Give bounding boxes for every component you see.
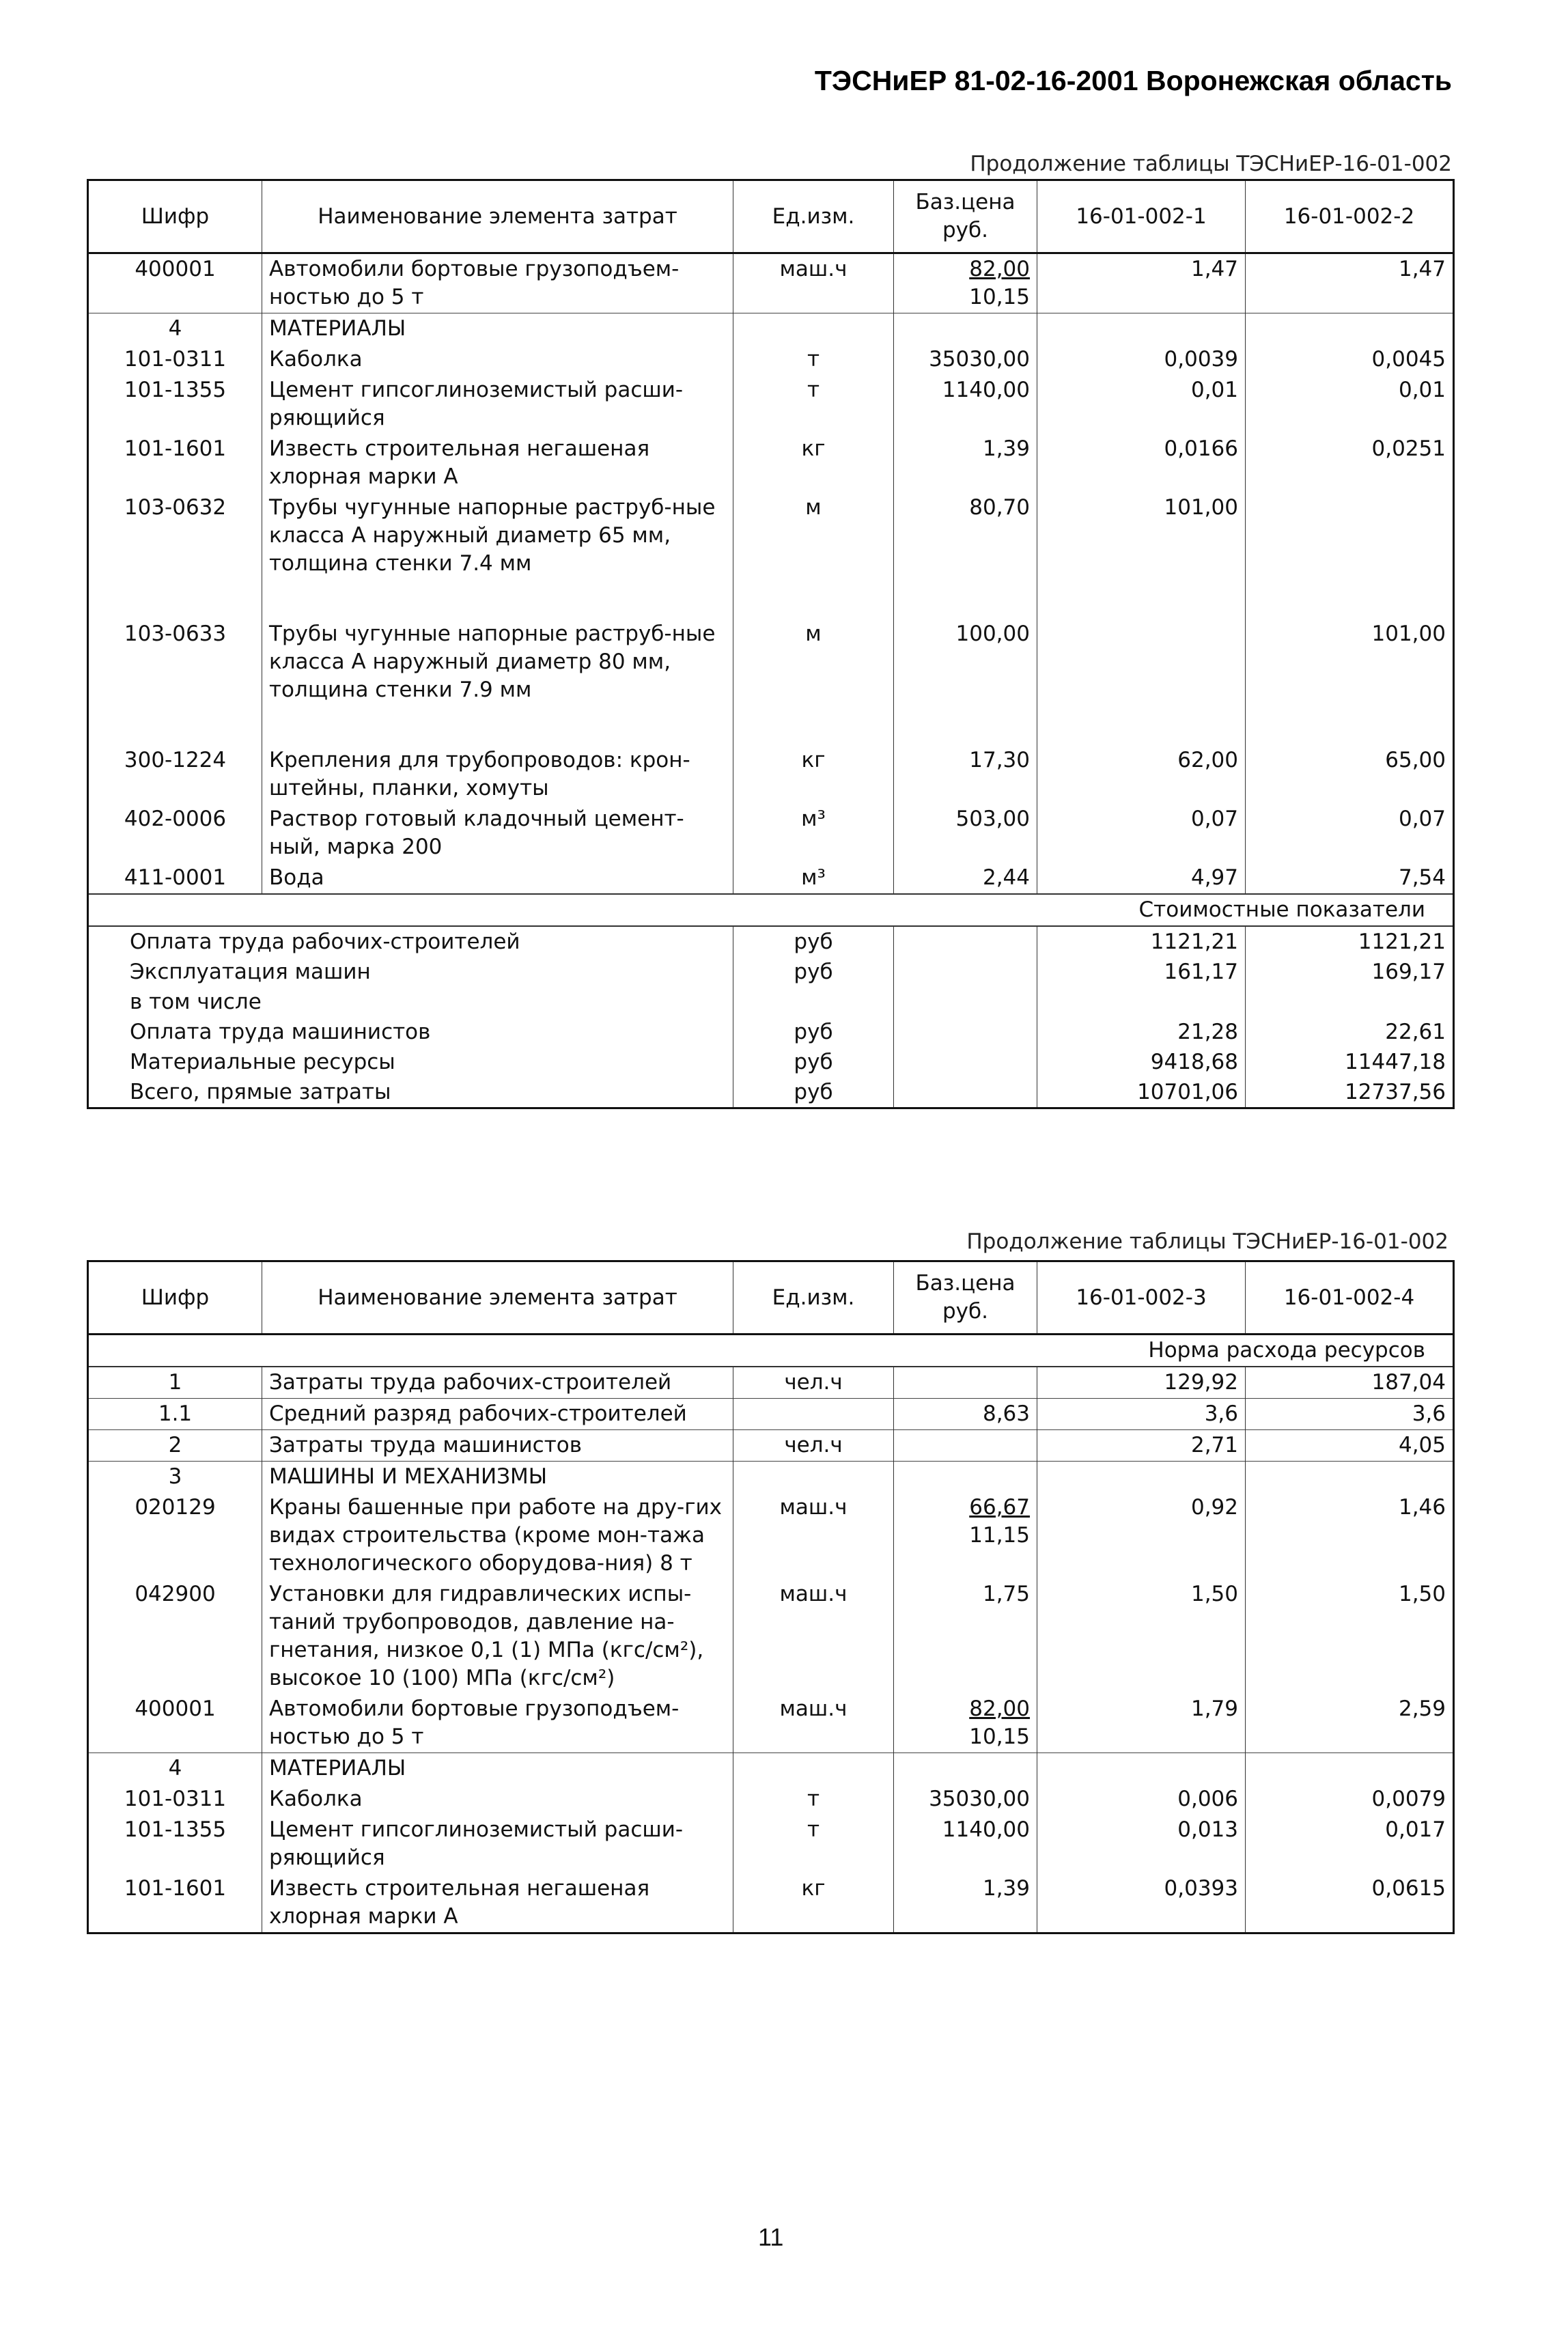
table2-continuation-caption: Продолжение таблицы ТЭСНиЕР-16-01-002 bbox=[966, 1229, 1448, 1254]
row-unit: м³ bbox=[733, 863, 894, 894]
row-name: Краны башенные при работе на дру-гих видах строительства (кроме мон-тажа технологического оборудова-ния) 8 т bbox=[262, 1492, 733, 1579]
table-row bbox=[88, 619, 1454, 745]
row-code: 101-1601 bbox=[88, 434, 262, 492]
row-code: 042900 bbox=[88, 1579, 262, 1694]
row-name: Цемент гипсоглиноземистый расши-ряющийся bbox=[262, 1815, 733, 1873]
row-value-1: 0,07 bbox=[1037, 804, 1246, 863]
row-unit: чел.ч bbox=[733, 1430, 894, 1462]
col-header-price: Баз.цена руб. bbox=[894, 1261, 1037, 1335]
row-value-2: 65,00 bbox=[1246, 745, 1454, 804]
table-row bbox=[88, 1815, 1454, 1873]
row-value-1: 3,6 bbox=[1037, 1399, 1246, 1430]
section-code: 4 bbox=[88, 1753, 262, 1785]
row-name: Установки для гидравлических испы-таний трубопроводов, давление на-гнетания, низкое 0,1 (1) МПа (кгс/см²), высокое 10 (100) МПа (кгс/см²) bbox=[262, 1579, 733, 1694]
table-row bbox=[88, 745, 1454, 804]
row-unit: м bbox=[733, 492, 894, 619]
row-price: 17,30 bbox=[894, 745, 1037, 804]
row-price bbox=[894, 1430, 1037, 1462]
row-unit: кг bbox=[733, 434, 894, 492]
row-price: 1,75 bbox=[894, 1579, 1037, 1694]
row-price: 35030,00 bbox=[894, 1784, 1037, 1815]
row-name: Затраты труда машинистов bbox=[262, 1430, 733, 1462]
row-value-1: 0,0039 bbox=[1037, 344, 1246, 375]
summary-row bbox=[88, 1047, 1454, 1077]
summary-unit: руб bbox=[733, 1077, 894, 1108]
table-row bbox=[88, 1399, 1454, 1430]
row-value-2: 1,50 bbox=[1246, 1579, 1454, 1694]
row-unit bbox=[733, 1399, 894, 1430]
cost-indicators-banner bbox=[88, 894, 1454, 926]
page-number: 11 bbox=[758, 2223, 784, 2251]
summary-row bbox=[88, 1017, 1454, 1047]
summary-label: Эксплуатация машин bbox=[88, 957, 733, 987]
row-unit: маш.ч bbox=[733, 1579, 894, 1694]
col-header-norm-2: 16-01-002-2 bbox=[1246, 180, 1454, 253]
table1-header-row bbox=[88, 180, 1454, 253]
col-header-norm-3: 16-01-002-3 bbox=[1037, 1261, 1246, 1335]
row-code: 101-1355 bbox=[88, 1815, 262, 1873]
price-secondary: 11,15 bbox=[969, 1523, 1030, 1548]
row-code: 101-1355 bbox=[88, 375, 262, 434]
row-value-2: 0,0079 bbox=[1246, 1784, 1454, 1815]
table-row bbox=[88, 253, 1454, 313]
col-header-norm-1: 16-01-002-1 bbox=[1037, 180, 1246, 253]
summary-value-2 bbox=[1246, 987, 1454, 1017]
section-code: 3 bbox=[88, 1462, 262, 1493]
summary-label: Материальные ресурсы bbox=[88, 1047, 733, 1077]
table-row bbox=[88, 375, 1454, 434]
table2-header-row bbox=[88, 1261, 1454, 1335]
table-row bbox=[88, 1492, 1454, 1579]
row-unit: маш.ч bbox=[733, 253, 894, 313]
banner-label: Норма расхода ресурсов bbox=[88, 1335, 1454, 1367]
row-value-2: 0,07 bbox=[1246, 804, 1454, 863]
row-unit: т bbox=[733, 1784, 894, 1815]
table-row bbox=[88, 344, 1454, 375]
summary-label: Оплата труда машинистов bbox=[88, 1017, 733, 1047]
row-value-2: 0,0045 bbox=[1246, 344, 1454, 375]
summary-label: в том числе bbox=[88, 987, 733, 1017]
row-name: Известь строительная негашеная хлорная марки А bbox=[262, 1873, 733, 1933]
section-row bbox=[88, 313, 1454, 345]
row-price bbox=[894, 1694, 1037, 1753]
document-title: ТЭСНиЕР 81-02-16-2001 Воронежская область bbox=[814, 65, 1452, 96]
row-unit: т bbox=[733, 344, 894, 375]
row-price: 1,39 bbox=[894, 434, 1037, 492]
section-title: МАТЕРИАЛЫ bbox=[262, 313, 733, 345]
row-value-2: 4,05 bbox=[1246, 1430, 1454, 1462]
summary-value-1: 21,28 bbox=[1037, 1017, 1246, 1047]
row-unit: маш.ч bbox=[733, 1492, 894, 1579]
summary-label: Оплата труда рабочих-строителей bbox=[88, 926, 733, 957]
row-name: Вода bbox=[262, 863, 733, 894]
summary-unit: руб bbox=[733, 957, 894, 987]
summary-value-1 bbox=[1037, 987, 1246, 1017]
row-unit: т bbox=[733, 1815, 894, 1873]
summary-unit: руб bbox=[733, 1047, 894, 1077]
row-price: 8,63 bbox=[894, 1399, 1037, 1430]
summary-value-1: 9418,68 bbox=[1037, 1047, 1246, 1077]
summary-value-2: 12737,56 bbox=[1345, 1080, 1446, 1104]
summary-value-1: 161,17 bbox=[1037, 957, 1246, 987]
resource-norm-banner bbox=[88, 1335, 1454, 1367]
row-price: 2,44 bbox=[894, 863, 1037, 894]
table-row bbox=[88, 1784, 1454, 1815]
summary-unit bbox=[733, 987, 894, 1017]
row-value-2: 2,59 bbox=[1246, 1694, 1454, 1753]
row-name: Автомобили бортовые грузоподъем-ностью до 5 т bbox=[262, 253, 733, 313]
resource-table-1 bbox=[87, 179, 1455, 1109]
table-row bbox=[88, 492, 1454, 619]
row-name: Крепления для трубопроводов: крон-штейны, планки, хомуты bbox=[262, 745, 733, 804]
row-unit: маш.ч bbox=[733, 1694, 894, 1753]
price-main: 82,00 bbox=[969, 1696, 1030, 1721]
table-row bbox=[88, 434, 1454, 492]
row-value-1: 1,79 bbox=[1037, 1694, 1246, 1753]
row-value-1: 0,0393 bbox=[1037, 1873, 1246, 1933]
summary-row bbox=[88, 987, 1454, 1017]
table-row bbox=[88, 863, 1454, 894]
row-price: 1,39 bbox=[894, 1873, 1037, 1933]
row-value-2 bbox=[1246, 492, 1454, 619]
table2-body bbox=[88, 1335, 1454, 1933]
row-price: 100,00 bbox=[894, 619, 1037, 745]
row-name: Трубы чугунные напорные раструб-ные класса А наружный диаметр 80 мм, толщина стенки 7.9 мм bbox=[262, 619, 733, 745]
summary-row bbox=[88, 1077, 1454, 1108]
summary-row bbox=[88, 957, 1454, 987]
row-value-2: 0,0615 bbox=[1246, 1873, 1454, 1933]
table-row bbox=[88, 1579, 1454, 1694]
row-unit: чел.ч bbox=[733, 1367, 894, 1399]
summary-value-1: 1121,21 bbox=[1037, 926, 1246, 957]
resource-table-2 bbox=[87, 1260, 1455, 1934]
col-header-code: Шифр bbox=[88, 180, 262, 253]
row-code: 411-0001 bbox=[88, 863, 262, 894]
col-header-name: Наименование элемента затрат bbox=[262, 1261, 733, 1335]
row-code: 101-0311 bbox=[88, 344, 262, 375]
table1-body bbox=[88, 253, 1454, 1108]
summary-unit: руб bbox=[733, 926, 894, 957]
row-unit: м bbox=[733, 619, 894, 745]
row-code: 400001 bbox=[88, 253, 262, 313]
row-unit: кг bbox=[733, 745, 894, 804]
row-price bbox=[894, 1492, 1037, 1579]
table-row bbox=[88, 1430, 1454, 1462]
col-header-unit: Ед.изм. bbox=[733, 180, 894, 253]
row-value-2: 3,6 bbox=[1246, 1399, 1454, 1430]
row-price bbox=[894, 253, 1037, 313]
row-value-2: 101,00 bbox=[1246, 619, 1454, 745]
row-code: 020129 bbox=[88, 1492, 262, 1579]
table-row bbox=[88, 1873, 1454, 1933]
section-title: МАШИНЫ И МЕХАНИЗМЫ bbox=[262, 1462, 733, 1493]
price-secondary: 10,15 bbox=[969, 285, 1030, 309]
row-value-2: 1,46 bbox=[1246, 1492, 1454, 1579]
table1-continuation-caption: Продолжение таблицы ТЭСНиЕР-16-01-002 bbox=[970, 152, 1452, 176]
summary-unit: руб bbox=[733, 1017, 894, 1047]
row-code: 402-0006 bbox=[88, 804, 262, 863]
row-name: Известь строительная негашеная хлорная марки А bbox=[262, 434, 733, 492]
row-code: 300-1224 bbox=[88, 745, 262, 804]
price-secondary: 10,15 bbox=[969, 1724, 1030, 1749]
row-value-1: 2,71 bbox=[1037, 1430, 1246, 1462]
row-unit: кг bbox=[733, 1873, 894, 1933]
row-value-1: 0,0166 bbox=[1037, 434, 1246, 492]
row-value-2: 1,47 bbox=[1246, 253, 1454, 313]
row-value-1: 62,00 bbox=[1037, 745, 1246, 804]
row-code: 1.1 bbox=[88, 1399, 262, 1430]
row-value-1: 129,92 bbox=[1037, 1367, 1246, 1399]
row-unit: м³ bbox=[733, 804, 894, 863]
section-code: 4 bbox=[88, 313, 262, 345]
row-price: 80,70 bbox=[894, 492, 1037, 619]
row-unit: т bbox=[733, 375, 894, 434]
summary-value-2: 169,17 bbox=[1371, 960, 1446, 984]
row-value-1: 101,00 bbox=[1037, 492, 1246, 619]
row-value-1: 1,50 bbox=[1037, 1579, 1246, 1694]
table-row bbox=[88, 1694, 1454, 1753]
col-header-code: Шифр bbox=[88, 1261, 262, 1335]
row-value-2: 0,01 bbox=[1246, 375, 1454, 434]
row-value-1: 0,92 bbox=[1037, 1492, 1246, 1579]
summary-label: Всего, прямые затраты bbox=[88, 1077, 733, 1108]
row-price: 1140,00 bbox=[894, 1815, 1037, 1873]
row-code: 103-0633 bbox=[88, 619, 262, 745]
summary-value-2: 11447,18 bbox=[1345, 1050, 1446, 1074]
col-header-name: Наименование элемента затрат bbox=[262, 180, 733, 253]
row-value-1: 1,47 bbox=[1037, 253, 1246, 313]
row-price: 1140,00 bbox=[894, 375, 1037, 434]
section-row bbox=[88, 1753, 1454, 1785]
row-name: Каболка bbox=[262, 1784, 733, 1815]
row-name: Средний разряд рабочих-строителей bbox=[262, 1399, 733, 1430]
banner-label: Стоимостные показатели bbox=[88, 894, 1454, 926]
row-name: Трубы чугунные напорные раструб-ные класса А наружный диаметр 65 мм, толщина стенки 7.4 мм bbox=[262, 492, 733, 619]
price-main: 82,00 bbox=[969, 257, 1030, 281]
row-code: 101-1601 bbox=[88, 1873, 262, 1933]
row-name: Цемент гипсоглиноземистый расши-ряющийся bbox=[262, 375, 733, 434]
table-row bbox=[88, 804, 1454, 863]
section-row bbox=[88, 1462, 1454, 1493]
summary-row bbox=[88, 926, 1454, 957]
summary-value-2: 22,61 bbox=[1385, 1020, 1446, 1044]
section-title: МАТЕРИАЛЫ bbox=[262, 1753, 733, 1785]
row-value-2: 7,54 bbox=[1246, 863, 1454, 894]
row-value-1 bbox=[1037, 619, 1246, 745]
row-name: Раствор готовый кладочный цемент-ный, марка 200 bbox=[262, 804, 733, 863]
row-name: Автомобили бортовые грузоподъем-ностью до 5 т bbox=[262, 1694, 733, 1753]
row-value-1: 0,006 bbox=[1037, 1784, 1246, 1815]
row-value-1: 4,97 bbox=[1037, 863, 1246, 894]
summary-value-2: 1121,21 bbox=[1358, 930, 1446, 954]
row-price: 35030,00 bbox=[894, 344, 1037, 375]
col-header-unit: Ед.изм. bbox=[733, 1261, 894, 1335]
row-value-1: 0,01 bbox=[1037, 375, 1246, 434]
row-code: 101-0311 bbox=[88, 1784, 262, 1815]
row-code: 103-0632 bbox=[88, 492, 262, 619]
summary-value-1: 10701,06 bbox=[1037, 1077, 1246, 1108]
row-price bbox=[894, 1367, 1037, 1399]
row-value-2: 187,04 bbox=[1246, 1367, 1454, 1399]
row-name: Каболка bbox=[262, 344, 733, 375]
row-value-2: 0,017 bbox=[1246, 1815, 1454, 1873]
row-price: 503,00 bbox=[894, 804, 1037, 863]
col-header-norm-4: 16-01-002-4 bbox=[1246, 1261, 1454, 1335]
row-value-1: 0,013 bbox=[1037, 1815, 1246, 1873]
table-row bbox=[88, 1367, 1454, 1399]
price-main: 66,67 bbox=[969, 1495, 1030, 1520]
row-code: 1 bbox=[88, 1367, 262, 1399]
col-header-price: Баз.цена руб. bbox=[894, 180, 1037, 253]
row-name: Затраты труда рабочих-строителей bbox=[262, 1367, 733, 1399]
row-value-2: 0,0251 bbox=[1246, 434, 1454, 492]
row-code: 2 bbox=[88, 1430, 262, 1462]
row-code: 400001 bbox=[88, 1694, 262, 1753]
